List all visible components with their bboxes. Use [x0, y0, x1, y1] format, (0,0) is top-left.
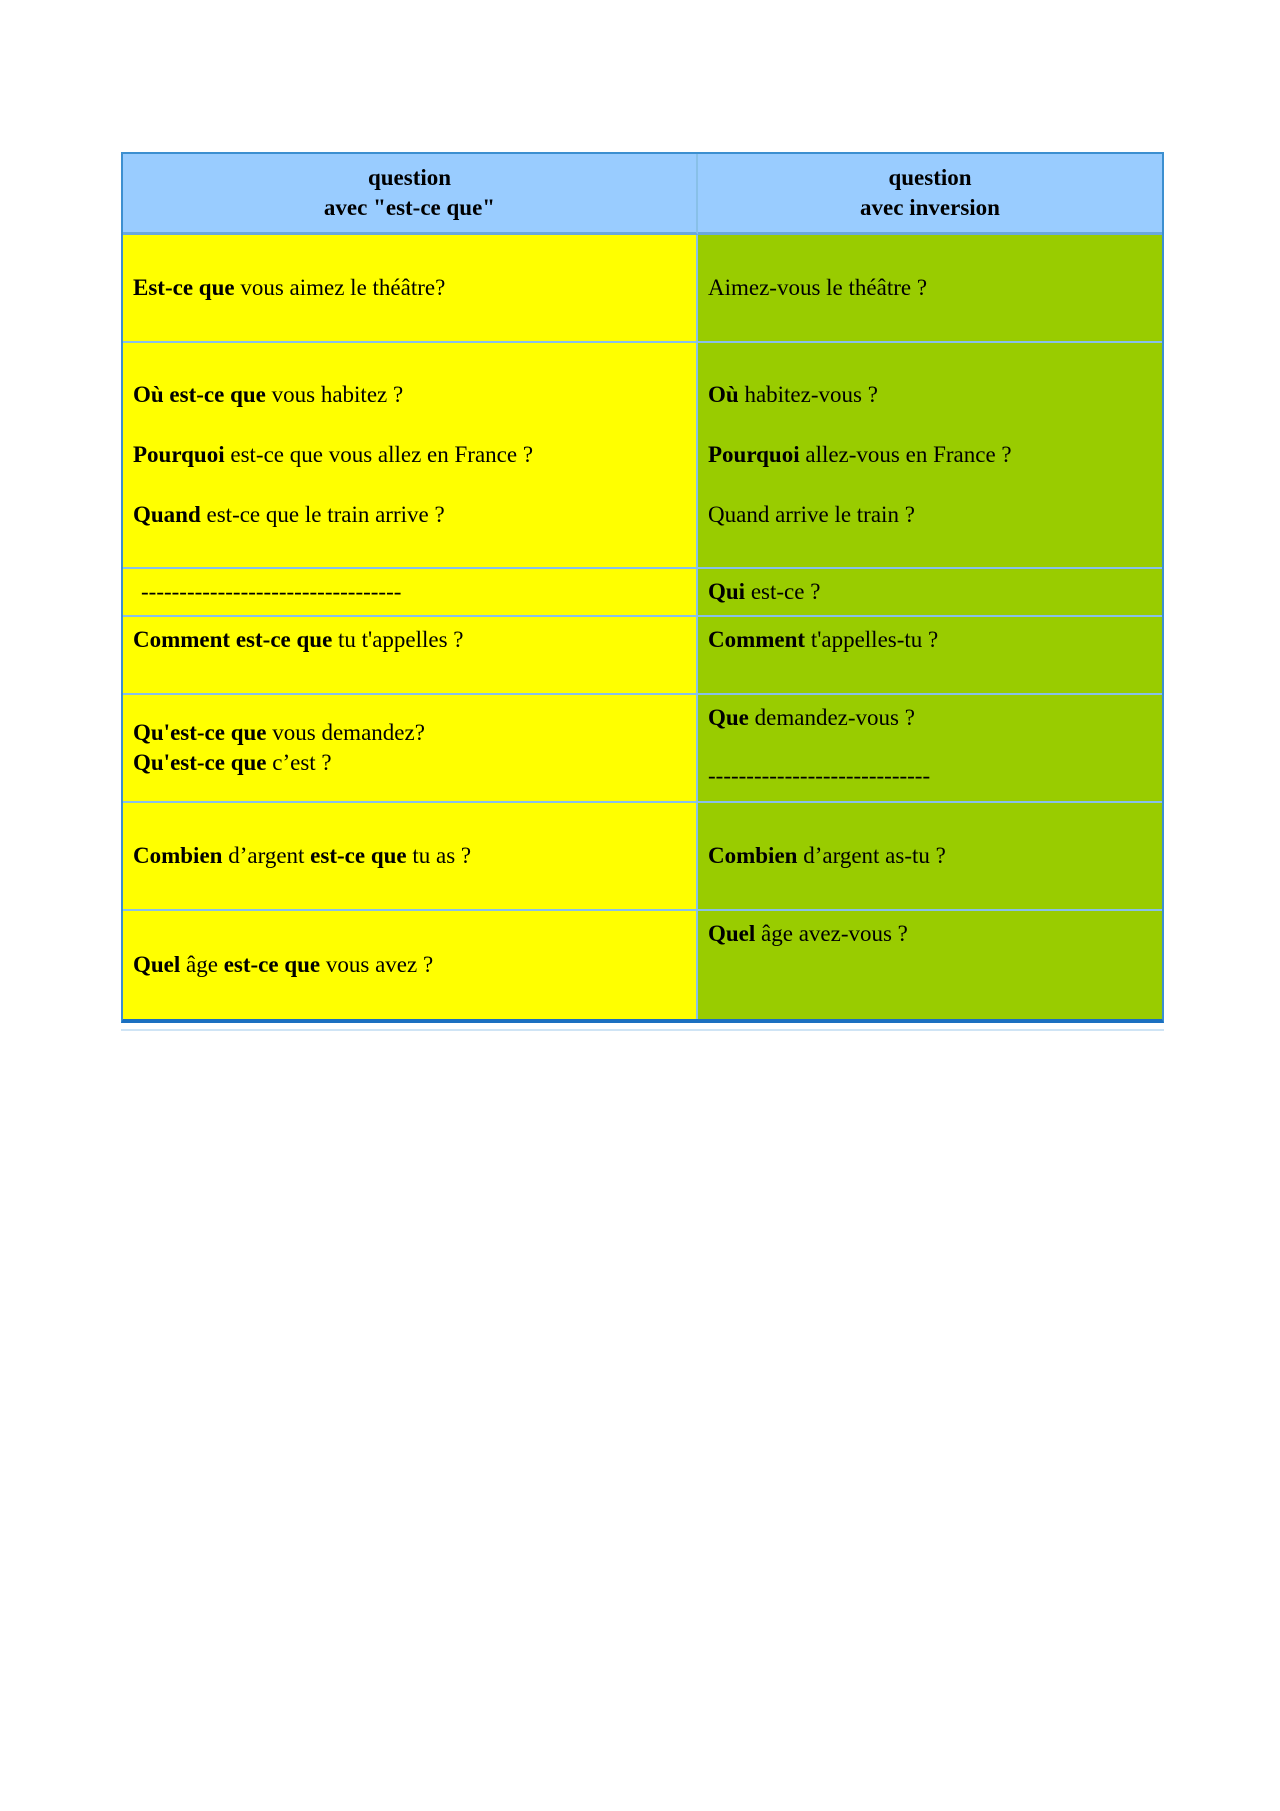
question-line [133, 500, 686, 530]
question-line [133, 718, 686, 748]
est-ce-que-cell [123, 343, 698, 569]
question-line [708, 273, 1152, 303]
inversion-cell [698, 911, 1162, 1019]
table-row [123, 695, 1162, 803]
table-header-row [123, 154, 1162, 235]
table-row [123, 569, 1162, 617]
header-est-ce-que [123, 154, 698, 235]
keyword: Quel [133, 952, 181, 977]
question-text: c’est ? [266, 750, 332, 775]
header-inversion [698, 154, 1162, 235]
inversion-cell [698, 343, 1162, 569]
keyword: Est-ce que [133, 275, 235, 300]
keyword: est-ce que [223, 952, 321, 977]
question-text: vous habitez ? [265, 382, 404, 407]
line-gap [708, 470, 1152, 500]
est-ce-que-cell [123, 695, 698, 803]
inversion-cell [698, 803, 1162, 911]
question-text: est-ce ? [745, 579, 821, 604]
keyword: Quand [133, 502, 201, 527]
keyword: Quel [708, 921, 756, 946]
table-row [123, 803, 1162, 911]
question-text: âge avez-vous ? [755, 921, 908, 946]
line-gap [708, 410, 1152, 440]
table-row [123, 617, 1162, 695]
table-row [123, 343, 1162, 569]
header-line: question [888, 165, 972, 190]
keyword: Comment [708, 627, 806, 652]
question-line [133, 950, 686, 980]
question-text: est-ce que le train arrive ? [200, 502, 445, 527]
question-text: vous demandez? [266, 720, 425, 745]
est-ce-que-cell [123, 803, 698, 911]
question-text: habitez-vous ? [738, 382, 878, 407]
keyword: Pourquoi [708, 442, 800, 467]
keyword: Où [708, 382, 739, 407]
est-ce-que-cell [123, 235, 698, 343]
inversion-cell [698, 569, 1162, 617]
table-row [123, 911, 1162, 1019]
keyword: Comment est-ce que [133, 627, 333, 652]
question-line [708, 625, 1152, 655]
line-gap [133, 410, 686, 440]
question-text: est-ce que vous allez en France ? [224, 442, 534, 467]
question-text: Quand arrive le train ? [708, 502, 915, 527]
question-line [708, 380, 1152, 410]
question-text: âge [180, 952, 224, 977]
question-line [133, 625, 686, 655]
question-text: tu t'appelles ? [332, 627, 464, 652]
keyword: Combien [133, 843, 223, 868]
question-text: vous aimez le théâtre? [234, 275, 446, 300]
question-line [133, 440, 686, 470]
question-text: t'appelles-tu ? [805, 627, 939, 652]
placeholder-dashes: ---------------------------------- [141, 579, 402, 604]
table-row [123, 235, 1162, 343]
inversion-cell [698, 235, 1162, 343]
est-ce-que-cell [123, 617, 698, 695]
inversion-cell [698, 617, 1162, 695]
placeholder-dashes: ----------------------------- [708, 763, 931, 788]
keyword: Qu'est-ce que [133, 750, 267, 775]
line-gap [708, 733, 1152, 761]
keyword: Qui [708, 579, 746, 604]
question-line [708, 841, 1152, 871]
question-line [708, 577, 1152, 607]
line-gap [133, 470, 686, 500]
keyword: Pourquoi [133, 442, 225, 467]
keyword: Où est-ce que [133, 382, 266, 407]
table-bottom-rule [121, 1029, 1164, 1031]
question-text: tu as ? [406, 843, 472, 868]
question-text: d’argent [222, 843, 311, 868]
question-line [708, 500, 1152, 530]
keyword: est-ce que [310, 843, 407, 868]
keyword: Qu'est-ce que [133, 720, 267, 745]
question-line [133, 841, 686, 871]
question-text: d’argent as-tu ? [797, 843, 946, 868]
question-line [708, 919, 1152, 949]
question-text: vous avez ? [320, 952, 434, 977]
inversion-cell [698, 695, 1162, 803]
header-line: avec inversion [860, 195, 1000, 220]
question-line [133, 273, 686, 303]
est-ce-que-cell [123, 569, 698, 617]
question-comparison-table [121, 152, 1164, 1023]
question-text: allez-vous en France ? [799, 442, 1012, 467]
question-line [708, 703, 1152, 733]
header-line: avec "est-ce que" [323, 195, 496, 220]
est-ce-que-cell [123, 911, 698, 1019]
question-line [133, 748, 686, 778]
question-line [708, 440, 1152, 470]
question-line [133, 380, 686, 410]
question-text: Aimez-vous le théâtre ? [708, 275, 928, 300]
question-text: demandez-vous ? [748, 705, 915, 730]
header-line: question [367, 165, 452, 190]
keyword: Combien [708, 843, 798, 868]
keyword: Que [708, 705, 749, 730]
